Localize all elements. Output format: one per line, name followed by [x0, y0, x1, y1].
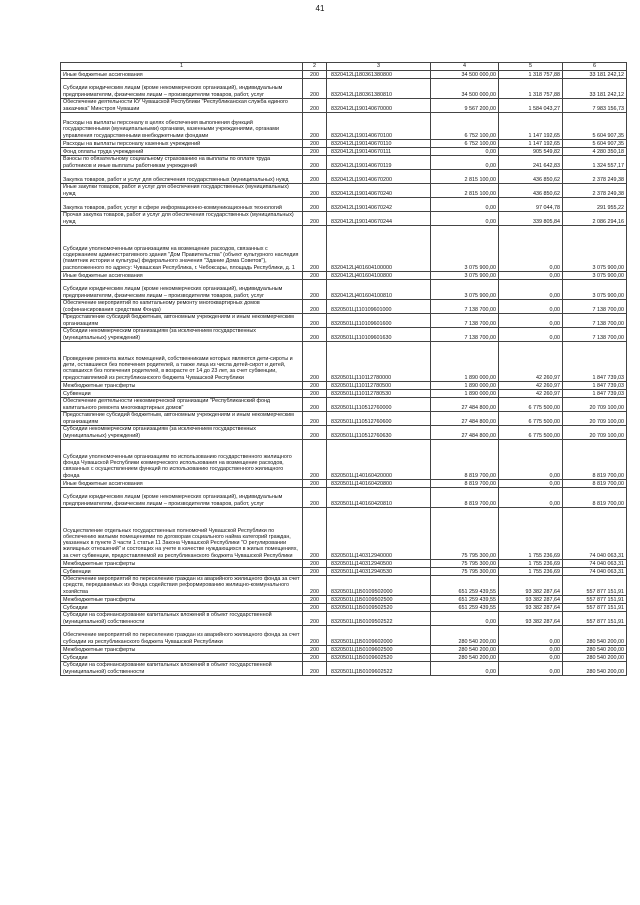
row-executed-cell: 0,00 [499, 626, 563, 646]
row-classification-cell: 8320501Ц110112780500 [327, 382, 431, 390]
row-name-cell: Межбюджетные трансферты [61, 560, 303, 568]
table-row [61, 300, 627, 314]
budget-table [60, 62, 627, 676]
row-name-cell: Обеспечение мероприятий по переселению граждан из аварийного жилищного фонда за счет субсидии из республиканского бюджета Чувашской Республики [61, 626, 303, 646]
row-approved-cell: 7 138 700,00 [431, 300, 499, 314]
row-approved-cell: 651 259 439,55 [431, 576, 499, 596]
row-approved-cell: 8 819 700,00 [431, 488, 499, 508]
row-approved-cell: 6 752 100,00 [431, 140, 499, 148]
row-approved-cell: 3 075 900,00 [431, 272, 499, 280]
row-classification-cell: 8320501Ц110512760000 [327, 398, 431, 412]
row-remaining-cell: 280 540 200,00 [563, 662, 627, 676]
row-executed-cell: 339 805,84 [499, 212, 563, 226]
row-classification-cell: 8320501Ц140312940500 [327, 560, 431, 568]
row-approved-cell: 7 138 700,00 [431, 314, 499, 328]
row-name-cell: Субсидии юридическим лицам (кроме некоммерческих организаций), индивидуальным предпринимателям, физическим лицам – производителям товаров, работ, услуг [61, 79, 303, 99]
row-approved-cell: 27 484 800,00 [431, 426, 499, 440]
row-classification-cell: 8320412Ц190140670200 [327, 170, 431, 184]
header-cell: 4 [431, 63, 499, 71]
row-remaining-cell: 1 847 739,03 [563, 342, 627, 382]
table-row [61, 170, 627, 184]
row-approved-cell: 34 500 000,00 [431, 71, 499, 79]
row-classification-cell: 8320501Ц140160420000 [327, 440, 431, 480]
row-name-cell: Расходы на выплаты персоналу в целях обеспечения выполнения функций государственными (муниципальными) органами, казенными учреждениями, органами управления государственными внебюджетными фондами [61, 113, 303, 140]
row-executed-cell: 97 044,78 [499, 198, 563, 212]
row-executed-cell: 93 382 287,64 [499, 596, 563, 604]
row-name-cell: Взносы по обязательному социальному страхованию на выплаты по оплате труда работников и иные выплаты работникам учреждений [61, 156, 303, 170]
table-row [61, 212, 627, 226]
row-approved-cell: 280 540 200,00 [431, 626, 499, 646]
row-code-cell: 200 [303, 398, 327, 412]
row-classification-cell: 8320501Ц140160420810 [327, 488, 431, 508]
row-remaining-cell: 20 709 100,00 [563, 426, 627, 440]
row-approved-cell: 280 540 200,00 [431, 654, 499, 662]
row-code-cell: 200 [303, 426, 327, 440]
header-cell: 6 [563, 63, 627, 71]
row-code-cell: 200 [303, 626, 327, 646]
row-classification-cell: 8320412Ц190140670100 [327, 113, 431, 140]
row-classification-cell: 8320501Ц110109601600 [327, 314, 431, 328]
row-name-cell: Прочая закупка товаров, работ и услуг для обеспечения государственных (муниципальных) нужд [61, 212, 303, 226]
table-row [61, 148, 627, 156]
table-header-row [61, 63, 627, 71]
row-remaining-cell: 1 847 739,03 [563, 382, 627, 390]
row-remaining-cell: 4 280 350,18 [563, 148, 627, 156]
row-code-cell: 200 [303, 612, 327, 626]
row-remaining-cell: 557 877 151,91 [563, 596, 627, 604]
row-approved-cell: 2 815 100,00 [431, 170, 499, 184]
row-code-cell: 200 [303, 488, 327, 508]
row-name-cell: Осуществление отдельных государственных полномочий Чувашской Республики по обеспечению жилыми помещениями по договорам социального найма категорий граждан, указанных в пункте 3 части 1 статьи 11 Закона Чувашской Республики "О регулировании жилищных отношений" и состоящих на учете в качестве нуждающихся в жилых помещениях, за счет субвенции, предоставляемой из республиканского бюджета Чувашской Республики [61, 508, 303, 560]
row-executed-cell: 42 260,97 [499, 342, 563, 382]
row-approved-cell: 651 259 439,55 [431, 604, 499, 612]
table-row [61, 113, 627, 140]
row-code-cell: 200 [303, 314, 327, 328]
row-code-cell: 200 [303, 79, 327, 99]
row-approved-cell: 0,00 [431, 612, 499, 626]
row-classification-cell: 8320412Ц190140670119 [327, 156, 431, 170]
row-remaining-cell: 8 819 700,00 [563, 488, 627, 508]
row-classification-cell: 8320501Ц1Б0109502520 [327, 604, 431, 612]
row-remaining-cell: 291 955,22 [563, 198, 627, 212]
row-code-cell: 200 [303, 113, 327, 140]
row-name-cell: Субвенции [61, 568, 303, 576]
row-remaining-cell: 20 709 100,00 [563, 412, 627, 426]
table-row [61, 646, 627, 654]
row-executed-cell: 1 147 192,65 [499, 113, 563, 140]
row-executed-cell: 0,00 [499, 314, 563, 328]
row-approved-cell: 1 890 000,00 [431, 342, 499, 382]
row-classification-cell: 8320501Ц110112780530 [327, 390, 431, 398]
row-remaining-cell: 5 604 907,35 [563, 140, 627, 148]
row-classification-cell: 8320501Ц1Б0109502000 [327, 576, 431, 596]
row-remaining-cell: 1 847 739,03 [563, 390, 627, 398]
row-approved-cell: 1 890 000,00 [431, 382, 499, 390]
row-code-cell: 200 [303, 300, 327, 314]
row-code-cell: 200 [303, 328, 327, 342]
row-code-cell: 200 [303, 184, 327, 198]
row-classification-cell: 8320501Ц1Б0109602520 [327, 654, 431, 662]
row-executed-cell: 0,00 [499, 272, 563, 280]
row-code-cell: 200 [303, 596, 327, 604]
table-row [61, 576, 627, 596]
row-name-cell: Субсидии [61, 604, 303, 612]
row-remaining-cell: 33 181 242,12 [563, 79, 627, 99]
table-row [61, 198, 627, 212]
table-row [61, 280, 627, 300]
row-code-cell: 200 [303, 382, 327, 390]
row-classification-cell: 8320501Ц140312940000 [327, 508, 431, 560]
row-remaining-cell: 7 138 700,00 [563, 300, 627, 314]
row-code-cell: 200 [303, 212, 327, 226]
row-classification-cell: 8320412Ц401604100000 [327, 226, 431, 272]
table-row [61, 140, 627, 148]
table-row [61, 99, 627, 113]
row-executed-cell: 436 850,62 [499, 170, 563, 184]
table-row [61, 390, 627, 398]
row-remaining-cell: 1 324 557,17 [563, 156, 627, 170]
row-approved-cell: 7 138 700,00 [431, 328, 499, 342]
row-classification-cell: 8320412Ц401604100800 [327, 272, 431, 280]
row-approved-cell: 0,00 [431, 156, 499, 170]
header-cell: 5 [499, 63, 563, 71]
header-cell: 1 [61, 63, 303, 71]
row-name-cell: Расходы на выплаты персоналу казенных учреждений [61, 140, 303, 148]
row-executed-cell: 0,00 [499, 300, 563, 314]
row-name-cell: Иные бюджетные ассигнования [61, 272, 303, 280]
row-executed-cell: 0,00 [499, 488, 563, 508]
table-row [61, 626, 627, 646]
table-row [61, 382, 627, 390]
row-classification-cell: 8320501Ц140312940530 [327, 568, 431, 576]
row-classification-cell: 8320501Ц110512760600 [327, 412, 431, 426]
table-row [61, 412, 627, 426]
header-cell: 3 [327, 63, 431, 71]
row-classification-cell: 8320412Ц190140670111 [327, 148, 431, 156]
row-executed-cell: 6 775 500,00 [499, 426, 563, 440]
table-row [61, 480, 627, 488]
row-executed-cell: 0,00 [499, 646, 563, 654]
row-remaining-cell: 8 819 700,00 [563, 440, 627, 480]
row-approved-cell: 0,00 [431, 212, 499, 226]
row-remaining-cell: 280 540 200,00 [563, 654, 627, 662]
row-remaining-cell: 7 983 156,73 [563, 99, 627, 113]
row-code-cell: 200 [303, 654, 327, 662]
row-approved-cell: 8 819 700,00 [431, 480, 499, 488]
row-executed-cell: 0,00 [499, 226, 563, 272]
page-number: 41 [315, 4, 325, 13]
row-executed-cell: 0,00 [499, 662, 563, 676]
row-remaining-cell: 557 877 151,91 [563, 604, 627, 612]
row-executed-cell: 1 755 236,69 [499, 568, 563, 576]
row-executed-cell: 0,00 [499, 654, 563, 662]
row-executed-cell: 6 775 500,00 [499, 398, 563, 412]
row-name-cell: Обеспечение деятельности КУ Чувашской Республики "Республиканская служба единого заказчика" Минстроя Чувашии [61, 99, 303, 113]
row-classification-cell: 8320501Ц1Б0109502500 [327, 596, 431, 604]
row-executed-cell: 1 755 236,69 [499, 508, 563, 560]
row-name-cell: Закупка товаров, работ и услуг для обеспечения государственных (муниципальных) нужд [61, 170, 303, 184]
row-name-cell: Межбюджетные трансферты [61, 646, 303, 654]
row-classification-cell: 8320412Ц401604100810 [327, 280, 431, 300]
row-name-cell: Фонд оплаты труда учреждений [61, 148, 303, 156]
row-approved-cell: 9 567 200,00 [431, 99, 499, 113]
row-code-cell: 200 [303, 280, 327, 300]
table-row [61, 156, 627, 170]
row-name-cell: Иные закупки товаров, работ и услуг для обеспечения государственных (муниципальных) нужд [61, 184, 303, 198]
row-remaining-cell: 280 540 200,00 [563, 626, 627, 646]
row-code-cell: 200 [303, 560, 327, 568]
row-code-cell: 200 [303, 156, 327, 170]
row-code-cell: 200 [303, 646, 327, 654]
row-executed-cell: 1 147 192,65 [499, 140, 563, 148]
row-remaining-cell: 2 378 249,38 [563, 170, 627, 184]
row-name-cell: Обеспечение мероприятий по переселению граждан из аварийного жилищного фонда за счет средств, передаваемых из Фонда содействия реформированию жилищно-коммунального хозяйства [61, 576, 303, 596]
row-classification-cell: 8320412Ц180361380810 [327, 79, 431, 99]
row-name-cell: Субсидии на софинансирование капитальных вложений в объект государственной (муниципальной) собственности [61, 662, 303, 676]
row-executed-cell: 1 755 236,69 [499, 560, 563, 568]
table-row [61, 488, 627, 508]
row-remaining-cell: 7 138 700,00 [563, 314, 627, 328]
row-approved-cell: 651 259 439,55 [431, 596, 499, 604]
row-remaining-cell: 2 086 294,16 [563, 212, 627, 226]
table-row [61, 560, 627, 568]
row-remaining-cell: 74 040 063,31 [563, 560, 627, 568]
row-code-cell: 200 [303, 198, 327, 212]
row-approved-cell: 0,00 [431, 148, 499, 156]
row-code-cell: 200 [303, 140, 327, 148]
row-classification-cell: 8320412Ц190140670240 [327, 184, 431, 198]
row-code-cell: 200 [303, 342, 327, 382]
row-remaining-cell: 557 877 151,91 [563, 612, 627, 626]
table-row [61, 508, 627, 560]
row-executed-cell: 93 382 287,64 [499, 576, 563, 596]
row-executed-cell: 93 382 287,64 [499, 612, 563, 626]
row-classification-cell: 8320501Ц1Б0109602522 [327, 662, 431, 676]
table-row [61, 184, 627, 198]
table-row [61, 398, 627, 412]
table-row [61, 662, 627, 676]
row-name-cell: Межбюджетные трансферты [61, 382, 303, 390]
row-code-cell: 200 [303, 480, 327, 488]
row-classification-cell: 8320501Ц1Б0109602000 [327, 626, 431, 646]
row-name-cell: Обеспечение деятельности некоммерческой организации "Республиканский фонд капитального ремонта многоквартирных домов" [61, 398, 303, 412]
row-name-cell: Субсидии юридическим лицам (кроме некоммерческих организаций), индивидуальным предпринимателям, физическим лицам – производителям товаров, работ, услуг [61, 280, 303, 300]
row-approved-cell: 6 752 100,00 [431, 113, 499, 140]
row-name-cell: Субсидии юридическим лицам (кроме некоммерческих организаций), индивидуальным предпринимателям, физическим лицам – производителям товаров, работ, услуг [61, 488, 303, 508]
row-executed-cell: 1 584 043,27 [499, 99, 563, 113]
header-cell: 2 [303, 63, 327, 71]
table-row [61, 328, 627, 342]
row-executed-cell: 42 260,97 [499, 390, 563, 398]
row-name-cell: Межбюджетные трансферты [61, 596, 303, 604]
row-classification-cell: 8320412Ц190140670110 [327, 140, 431, 148]
row-approved-cell: 27 484 800,00 [431, 412, 499, 426]
row-classification-cell: 8320412Ц190140670000 [327, 99, 431, 113]
row-approved-cell: 280 540 200,00 [431, 646, 499, 654]
row-executed-cell: 1 318 757,88 [499, 79, 563, 99]
row-code-cell: 200 [303, 99, 327, 113]
row-name-cell: Обеспечение мероприятий по капитальному ремонту многоквартирных домов (софинансирования средствам Фонда) [61, 300, 303, 314]
row-classification-cell: 8320501Ц110109601000 [327, 300, 431, 314]
row-executed-cell: 0,00 [499, 440, 563, 480]
row-approved-cell: 1 890 000,00 [431, 390, 499, 398]
row-executed-cell: 42 260,97 [499, 382, 563, 390]
row-remaining-cell: 20 709 100,00 [563, 398, 627, 412]
row-approved-cell: 27 484 800,00 [431, 398, 499, 412]
row-executed-cell: 93 382 287,64 [499, 604, 563, 612]
row-approved-cell: 0,00 [431, 198, 499, 212]
row-code-cell: 200 [303, 440, 327, 480]
row-classification-cell: 8320501Ц1Б0109602500 [327, 646, 431, 654]
row-code-cell: 200 [303, 170, 327, 184]
table-row [61, 426, 627, 440]
row-classification-cell: 8320501Ц110112780000 [327, 342, 431, 382]
row-code-cell: 200 [303, 71, 327, 79]
row-approved-cell: 3 075 900,00 [431, 280, 499, 300]
table-row [61, 440, 627, 480]
table-row [61, 79, 627, 99]
row-classification-cell: 8320501Ц1Б0109502522 [327, 612, 431, 626]
row-classification-cell: 8320501Ц110109601630 [327, 328, 431, 342]
row-remaining-cell: 280 540 200,00 [563, 646, 627, 654]
row-remaining-cell: 7 138 700,00 [563, 328, 627, 342]
row-code-cell: 200 [303, 568, 327, 576]
table-row [61, 612, 627, 626]
row-remaining-cell: 3 075 900,00 [563, 226, 627, 272]
row-name-cell: Иные бюджетные ассигнования [61, 71, 303, 79]
row-code-cell: 200 [303, 604, 327, 612]
row-code-cell: 200 [303, 508, 327, 560]
row-remaining-cell: 74 040 063,31 [563, 508, 627, 560]
row-classification-cell: 8320412Ц190140670242 [327, 198, 431, 212]
row-code-cell: 200 [303, 226, 327, 272]
row-executed-cell: 241 642,83 [499, 156, 563, 170]
row-executed-cell: 0,00 [499, 280, 563, 300]
row-name-cell: Субсидии уполномоченным организациям на возмещение расходов, связанных с содержанием административного здания "Дом Правительства" (объект культурного наследия (памятник истории и культуры) федерального значения "Здание Дома Советов"), расположенного по адресу: Чувашская Республика, г. Чебоксары, площадь Республики, д. 1 [61, 226, 303, 272]
row-code-cell: 200 [303, 662, 327, 676]
row-code-cell: 200 [303, 148, 327, 156]
row-name-cell: Субсидии некоммерческим организациям (за исключением государственных (муниципальных) учреждений) [61, 328, 303, 342]
row-classification-cell: 8320501Ц110512760630 [327, 426, 431, 440]
table-row [61, 226, 627, 272]
table-row [61, 654, 627, 662]
row-classification-cell: 8320412Ц190140670244 [327, 212, 431, 226]
row-name-cell: Субсидии уполномоченным организациям по использованию государственного жилищного фонда Чувашской Республики коммерческого использования на возмещение расходов, связанных с осуществлением функций по использованию государственного жилищного фонда [61, 440, 303, 480]
row-executed-cell: 905 549,82 [499, 148, 563, 156]
row-name-cell: Субсидии некоммерческим организациям (за исключением государственных (муниципальных) учреждений) [61, 426, 303, 440]
row-remaining-cell: 8 819 700,00 [563, 480, 627, 488]
row-name-cell: Предоставление субсидий бюджетным, автономным учреждениям и иным некоммерческим организациям [61, 412, 303, 426]
row-name-cell: Предоставление субсидий бюджетным, автономным учреждениям и иным некоммерческим организациям [61, 314, 303, 328]
row-code-cell: 200 [303, 576, 327, 596]
row-remaining-cell: 74 040 063,31 [563, 568, 627, 576]
table-row [61, 568, 627, 576]
row-approved-cell: 75 795 300,00 [431, 568, 499, 576]
row-name-cell: Субсидии [61, 654, 303, 662]
table-row [61, 314, 627, 328]
table-row [61, 71, 627, 79]
row-approved-cell: 75 795 300,00 [431, 508, 499, 560]
row-executed-cell: 1 318 757,88 [499, 71, 563, 79]
row-executed-cell: 0,00 [499, 328, 563, 342]
row-remaining-cell: 3 075 900,00 [563, 280, 627, 300]
row-classification-cell: 8320412Ц180361380800 [327, 71, 431, 79]
row-approved-cell: 2 815 100,00 [431, 184, 499, 198]
row-approved-cell: 3 075 900,00 [431, 226, 499, 272]
table-row [61, 596, 627, 604]
row-code-cell: 200 [303, 390, 327, 398]
row-remaining-cell: 3 075 900,00 [563, 272, 627, 280]
table-row [61, 342, 627, 382]
table-row [61, 604, 627, 612]
row-code-cell: 200 [303, 272, 327, 280]
row-name-cell: Субсидии на софинансирование капитальных вложений в объект государственной (муниципальной) собственности [61, 612, 303, 626]
row-executed-cell: 436 850,62 [499, 184, 563, 198]
row-executed-cell: 6 775 500,00 [499, 412, 563, 426]
row-approved-cell: 8 819 700,00 [431, 440, 499, 480]
row-approved-cell: 0,00 [431, 662, 499, 676]
table-row [61, 272, 627, 280]
row-executed-cell: 0,00 [499, 480, 563, 488]
row-name-cell: Проведение ремонта жилых помещений, собственниками которых являются дети-сироты и дети, оставшиеся без попечения родителей, а также лица из числа детей-сирот и детей, оставшихся без попечения родителей, в возрасте от 14 до 23 лет, за счет субвенции, предоставляемой из республиканского бюджета Чувашской Республики [61, 342, 303, 382]
row-remaining-cell: 2 378 249,38 [563, 184, 627, 198]
row-remaining-cell: 5 604 907,35 [563, 113, 627, 140]
row-code-cell: 200 [303, 412, 327, 426]
row-name-cell: Закупка товаров, работ, услуг в сфере информационно-коммуникационных технологий [61, 198, 303, 212]
row-approved-cell: 34 500 000,00 [431, 79, 499, 99]
row-remaining-cell: 557 877 151,91 [563, 576, 627, 596]
row-approved-cell: 75 795 300,00 [431, 560, 499, 568]
row-name-cell: Иные бюджетные ассигнования [61, 480, 303, 488]
row-remaining-cell: 33 181 242,12 [563, 71, 627, 79]
row-classification-cell: 8320501Ц140160420800 [327, 480, 431, 488]
row-name-cell: Субвенции [61, 390, 303, 398]
